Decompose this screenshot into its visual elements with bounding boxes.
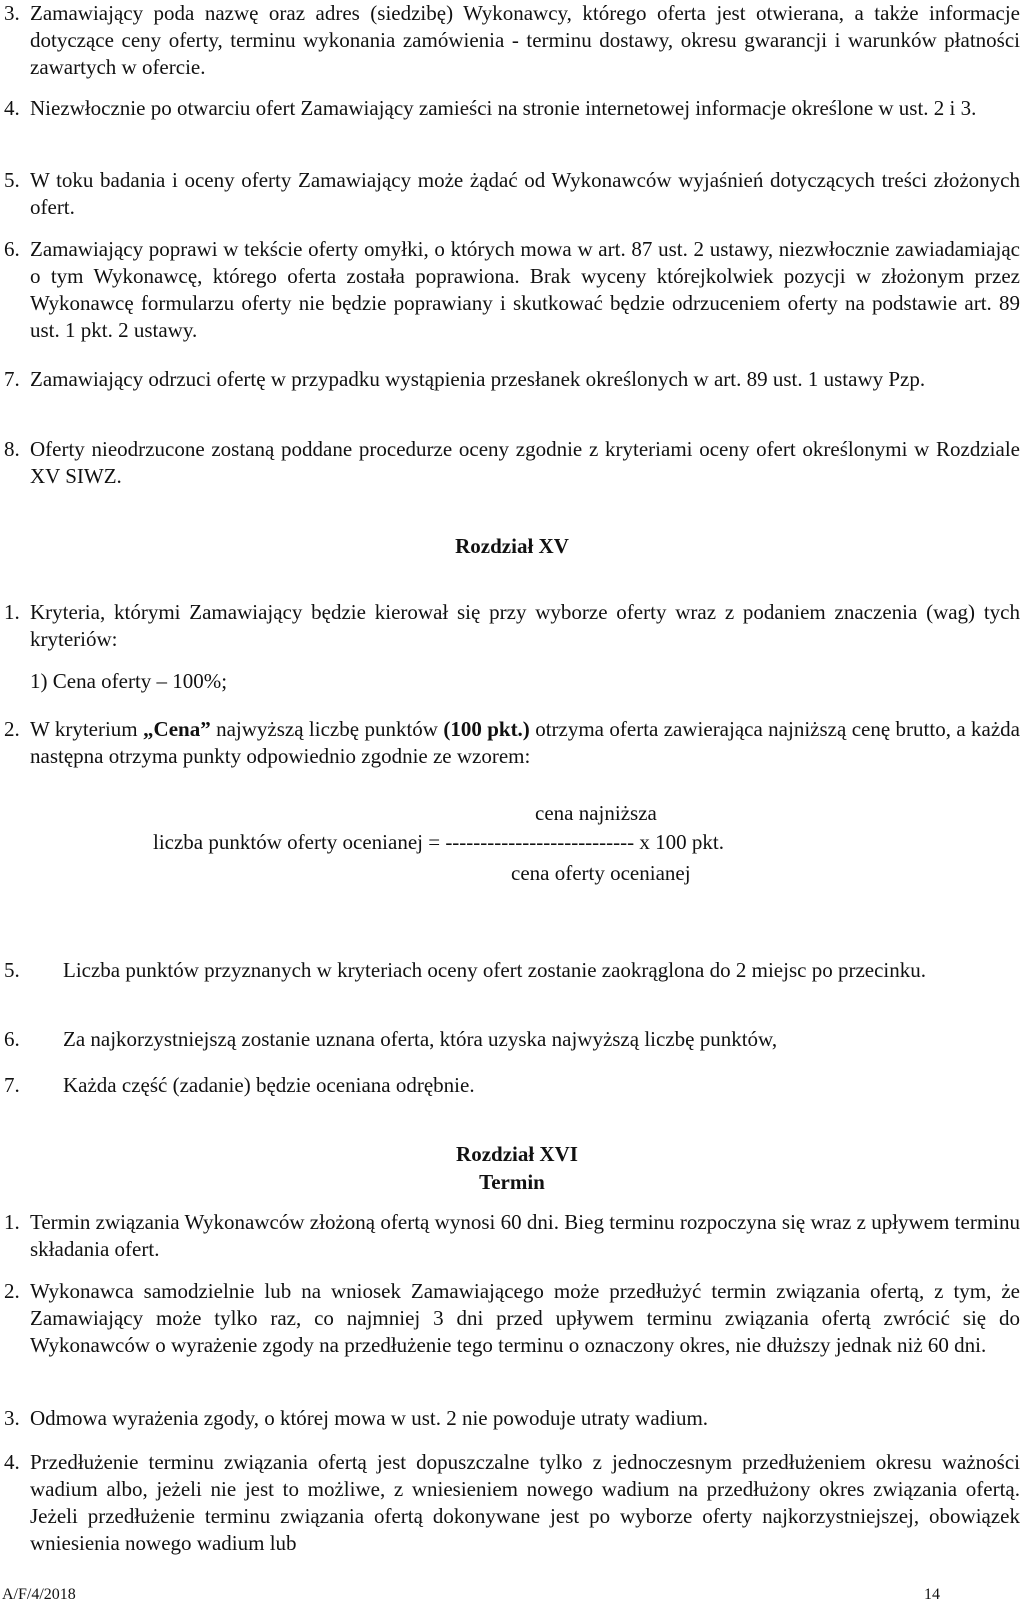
item-text: Kryteria, którymi Zamawiający będzie kierował się przy wyborze oferty wraz z podaniem znaczenia (wag) tych kryteriów:: [30, 600, 1020, 651]
chapter-heading-xv: Rozdział XV: [455, 534, 569, 558]
text-segment: W kryterium: [30, 717, 144, 741]
item-number: 7.: [4, 367, 20, 391]
item-text: Zamawiający poda nazwę oraz adres (siedzibę) Wykonawcy, którego oferta jest otwierana, a także informacje dotyczące ceny oferty, terminu wykonania zamówienia - terminu dostawy, okresu gwarancji i warunków płatności zawartych w ofercie.: [30, 1, 1020, 79]
item-text: [30, 716, 1020, 770]
item-number: 5.: [4, 958, 20, 982]
item-number: 2.: [4, 1279, 20, 1303]
item-text: Liczba punktów przyznanych w kryteriach oceny ofert zostanie zaokrąglona do 2 miejsc po przecinku.: [63, 958, 926, 982]
item-text: Za najkorzystniejszą zostanie uznana oferta, która uzyska najwyższą liczbę punktów,: [63, 1027, 778, 1051]
item-text: Termin związania Wykonawców złożoną ofertą wynosi 60 dni. Bieg terminu rozpoczyna się wraz z upływem terminu składania ofert.: [30, 1210, 1020, 1261]
text-segment: najwyższą liczbę punktów: [210, 717, 444, 741]
item-number: 8.: [4, 437, 20, 461]
item-text: Wykonawca samodzielnie lub na wniosek Zamawiającego może przedłużyć termin związania ofertą, z tym, że Zamawiający może tylko raz, co najmniej 3 dni przed upływem terminu związania ofertą zwrócić się do Wykonawców o wyrażenie zgody na przedłużenie tego terminu o oznaczony okres, nie dłuższy jednak niż 60 dni.: [30, 1279, 1020, 1357]
formula-numerator: cena najniższa: [535, 801, 657, 825]
item-text: Zamawiający poprawi w tekście oferty omyłki, o których mowa w art. 87 ust. 2 ustawy, niezwłocznie zawiadamiając o tym Wykonawcę, którego oferta została poprawiona. Brak wyceny którejkolwiek pozycji w złożonym przez Wykonawcę formularzu oferty nie będzie poprawiany i skutkować będzie odrzuceniem oferty na podstawie art. 89 ust. 1 pkt. 2 ustawy.: [30, 237, 1020, 342]
item-number: 5.: [4, 168, 20, 192]
item-text: Niezwłocznie po otwarciu ofert Zamawiający zamieści na stronie internetowej informacje określone w ust. 2 i 3.: [30, 96, 977, 120]
item-number: 4.: [4, 96, 20, 120]
bold-points: (100 pkt.): [443, 717, 530, 741]
item-number: 7.: [4, 1073, 20, 1097]
item-number: 6.: [4, 237, 20, 261]
item-number: 1.: [4, 1210, 20, 1234]
sub-list-item: 1) Cena oferty – 100%;: [30, 669, 228, 693]
item-text: Każda część (zadanie) będzie oceniana odrębnie.: [63, 1073, 475, 1097]
item-number: 3.: [4, 1, 20, 25]
item-number: 1.: [4, 600, 20, 624]
item-text: Odmowa wyrażenia zgody, o której mowa w ust. 2 nie powoduje utraty wadium.: [30, 1406, 709, 1430]
document-reference: A/F/4/2018: [2, 1586, 76, 1603]
item-text: W toku badania i oceny oferty Zamawiający może żądać od Wykonawców wyjaśnień dotyczących treści złożonych ofert.: [30, 168, 1020, 219]
page-number: 14: [924, 1586, 940, 1603]
item-number: 3.: [4, 1406, 20, 1430]
formula-line: liczba punktów oferty ocenianej = --------------------------- x 100 pkt.: [153, 830, 724, 854]
item-number: 6.: [4, 1027, 20, 1051]
formula-denominator: cena oferty ocenianej: [511, 861, 691, 885]
chapter-subheading-termin: Termin: [479, 1170, 545, 1194]
bold-term-cena: „Cena”: [143, 717, 211, 741]
item-text: Przedłużenie terminu związania ofertą jest dopuszczalne tylko z jednoczesnym przedłużeniem okresu ważności wadium albo, jeżeli nie jest to możliwe, z wniesieniem nowego wadium na przedłużony okres związania ofertą. Jeżeli przedłużenie terminu związania ofertą dokonywane jest po wyborze oferty najkorzystniejszej, obowiązek wniesienia nowego wadium lub: [30, 1450, 1020, 1555]
item-text: Oferty nieodrzucone zostaną poddane procedurze oceny zgodnie z kryteriami oceny ofert określonymi w Rozdziale XV SIWZ.: [30, 437, 1020, 488]
chapter-heading-xvi: Rozdział XVI: [456, 1142, 578, 1166]
item-number: 4.: [4, 1450, 20, 1474]
item-number: 2.: [4, 717, 20, 741]
text-segment: otrzyma oferta zawierająca najniższą cenę brutto, a każda następna otrzyma punkty odpowiednio zgodnie ze wzorem:: [30, 717, 1021, 768]
item-text: Zamawiający odrzuci ofertę w przypadku wystąpienia przesłanek określonych w art. 89 ust. 1 ustawy Pzp.: [30, 367, 926, 391]
